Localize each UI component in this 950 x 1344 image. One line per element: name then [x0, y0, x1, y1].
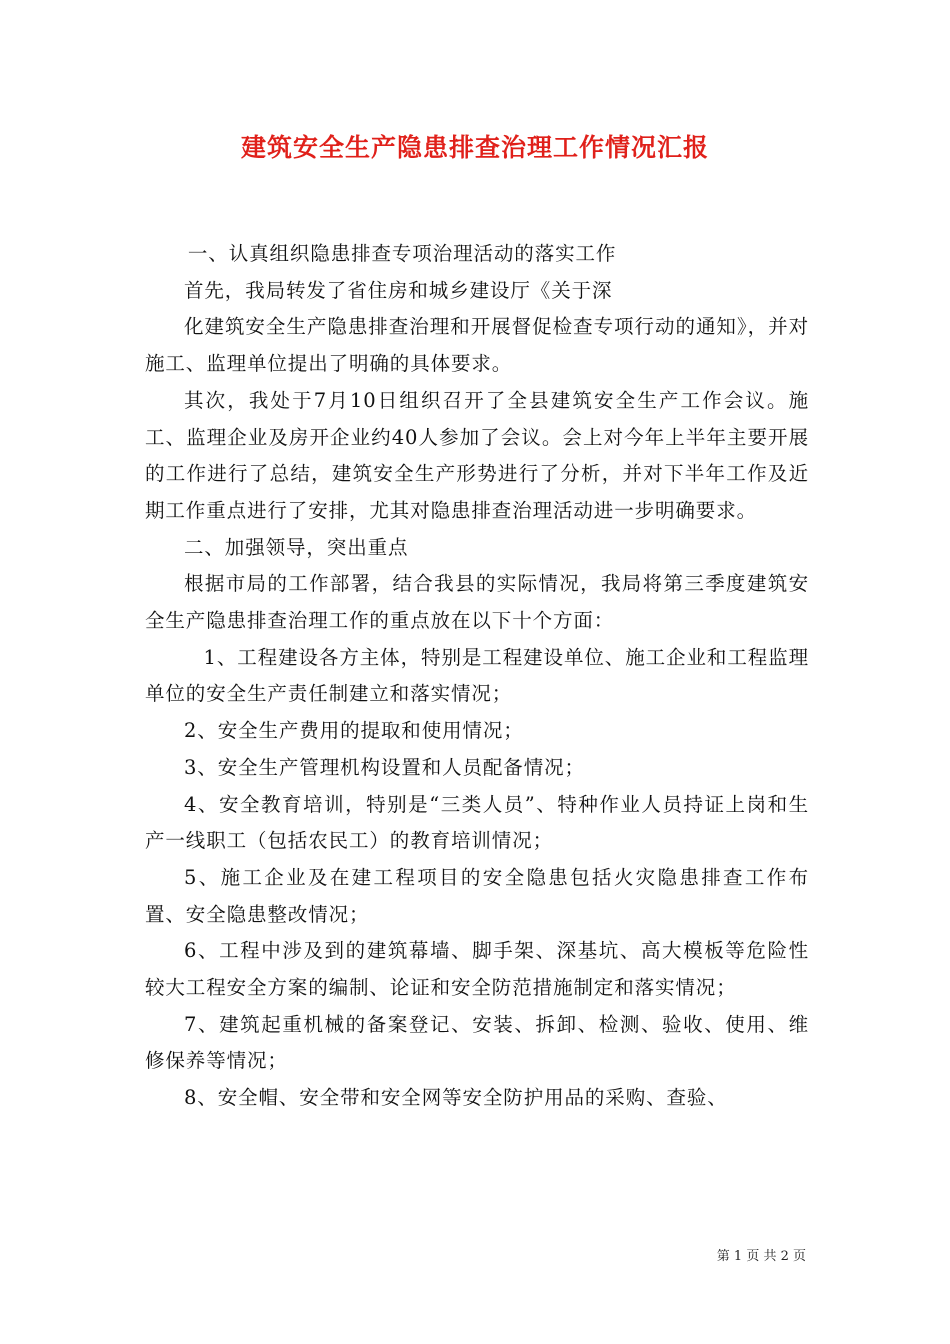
paragraph-notice: 化建筑安全生产隐患排查治理和开展督促检查专项行动的通知》，并对施工、监理单位提出了明确的具体要求。 — [145, 315, 809, 376]
list-item-6: 6、工程中涉及到的建筑幕墙、脚手架、深基坑、高大模板等危险性较大工程安全方案的编制、论证和安全防范措施制定和落实情况； — [145, 939, 809, 1000]
paragraph-focus: 根据市局的工作部署，结合我县的实际情况，我局将第三季度建筑安全生产隐患排查治理工作的重点放在以下十个方面： — [145, 572, 809, 633]
document-title: 建筑安全生产隐患排查治理工作情况汇报 — [240, 133, 709, 162]
document-body — [145, 236, 809, 1117]
list-item-5: 5、施工企业及在建工程项目的安全隐患包括火灾隐患排查工作布置、安全隐患整改情况； — [145, 865, 809, 926]
list-item-8: 8、安全帽、安全带和安全网等安全防护用品的采购、查验、 — [184, 1086, 728, 1110]
list-item-3: 3、安全生产管理机构设置和人员配备情况； — [184, 755, 585, 779]
section-heading-2: 二、加强领导，突出重点 — [184, 535, 409, 559]
paragraph-first: 首先，我局转发了省住房和城乡建设厅《关于深 — [184, 278, 613, 302]
list-item-1: 1、工程建设各方主体，特别是工程建设单位、施工企业和工程监理单位的安全生产责任制建立和落实情况； — [145, 645, 809, 706]
section-heading-1: 一、认真组织隐患排查专项治理活动的落实工作 — [187, 242, 617, 265]
list-item-4: 4、安全教育培训，特别是“三类人员”、特种作业人员持证上岗和生产一线职工（包括农民工）的教育培训情况； — [145, 792, 809, 853]
page-indicator: 第 1 页 共 2 页 — [716, 1249, 806, 1264]
list-item-2: 2、安全生产费用的提取和使用情况； — [184, 719, 524, 743]
paragraph-second: 其次，我处于7月10日组织召开了全县建筑安全生产工作会议。施工、监理企业及房开企业约40人参加了会议。会上对今年上半年主要开展的工作进行了总结，建筑安全生产形势进行了分析，并对下半年工作及近期工作重点进行了安排，尤其对隐患排查治理活动进一步明确要求。 — [145, 388, 809, 522]
list-item-7: 7、建筑起重机械的备案登记、安装、拆卸、检测、验收、使用、维修保养等情况； — [145, 1012, 809, 1073]
